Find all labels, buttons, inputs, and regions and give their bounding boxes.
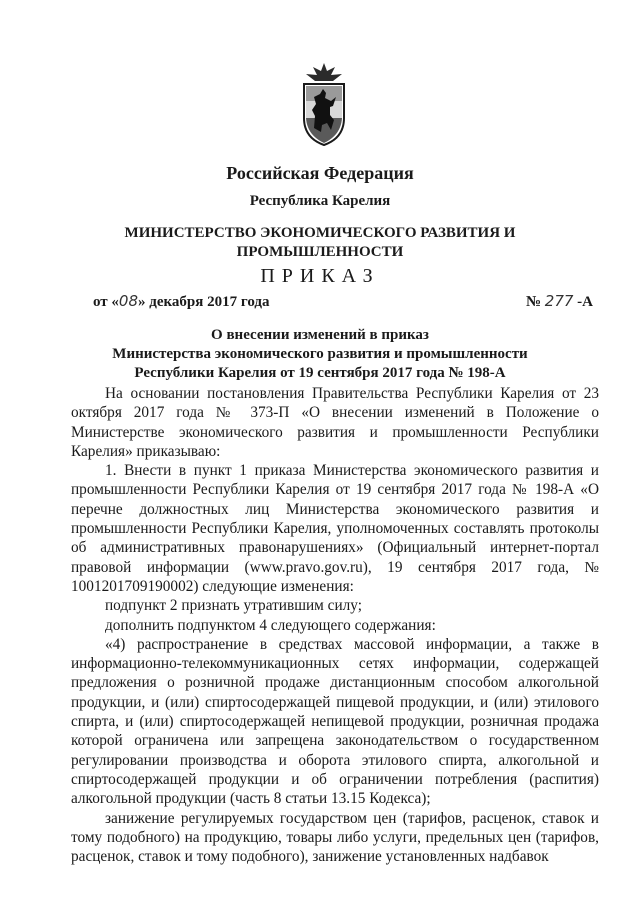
order-subject-line2: Министерства экономического развития и промышленности xyxy=(112,346,528,362)
order-date-number-line xyxy=(93,292,593,311)
order-subject-line1: О внесении изменений в приказ xyxy=(211,327,429,343)
order-number-prefix: № xyxy=(525,294,542,310)
order-date-suffix: » декабря 2017 года xyxy=(138,294,270,310)
order-number xyxy=(526,292,593,311)
body-paragraph-basis: На основании постановления Правительства Республики Карелия от 23 октября 2017 года № 373-П «О внесении изменений в Положение о Министерстве экономического развития и промышленности Республики Карелия» приказываю: xyxy=(71,385,599,460)
body-paragraph-subitem2: подпункт 2 признать утратившим силу; xyxy=(105,597,362,615)
body-paragraph-item1: 1. Внести в пункт 1 приказа Министерства экономического развития и промышленности Республики Карелия от 19 сентября 2017 года № 198-А «О перечне должностных лиц Министерства экономического развития и промышленности Республики Карелия, уполномоченных составлять протоколы об административных правонарушениях» (Официальный интернет-портал правовой информации (www.pravo.gov.ru), 19 сентября 2017 года, № 1001201709190002) следующие изменения: xyxy=(71,462,599,595)
ministry-heading xyxy=(0,224,640,262)
ministry-heading-line2: ПРОМЫШЛЕННОСТИ xyxy=(236,244,404,260)
country-heading: Российская Федерация xyxy=(226,163,414,183)
order-date-prefix: от « xyxy=(93,294,119,310)
document-type-title: ПРИКАЗ xyxy=(260,265,380,287)
republic-heading: Республика Карелия xyxy=(249,193,391,209)
body-paragraph-add-subitem4: дополнить подпунктом 4 следующего содержания: xyxy=(105,616,436,634)
body-paragraph-price-understatement: занижение регулируемых государством цен (тарифов, расценок, ставок и тому подобного) на продукцию, товары либо услуги, предельных цен (тарифов, расценок, ставок и тому подобного), занижение установленных надбавок xyxy=(71,809,599,866)
order-number-value: 277 xyxy=(544,292,574,310)
order-body xyxy=(71,384,599,866)
order-subject xyxy=(0,326,640,383)
order-subject-line3: Республики Карелия от 19 сентября 2017 года № 198-А xyxy=(134,365,506,381)
order-date-day: 08 xyxy=(118,292,139,310)
order-number-suffix: -А xyxy=(577,294,593,310)
body-paragraph-subitem4-text: «4) распространение в средствах массовой информации, а также в информационно-телекоммуникационных сетях информации, содержащей предложения о розничной продаже дистанционным способом алкогольной продукции, и (или) спиртосодержащей пищевой продукции, и (или) этилового спирта, и (или) спиртосодержащей непищевой продукции, розничная продажа которой ограничена или запрещена законодательством о государственном регулировании производства и оборота этилового спирта, алкогольной и спиртосодержащей продукции и об ограничении потребления (распития) алкогольной продукции (часть 8 статьи 13.15 Кодекса); xyxy=(71,635,599,808)
karelia-coat-of-arms-icon xyxy=(300,62,348,146)
ministry-heading-line1: МИНИСТЕРСТВО ЭКОНОМИЧЕСКОГО РАЗВИТИЯ И xyxy=(124,225,516,241)
